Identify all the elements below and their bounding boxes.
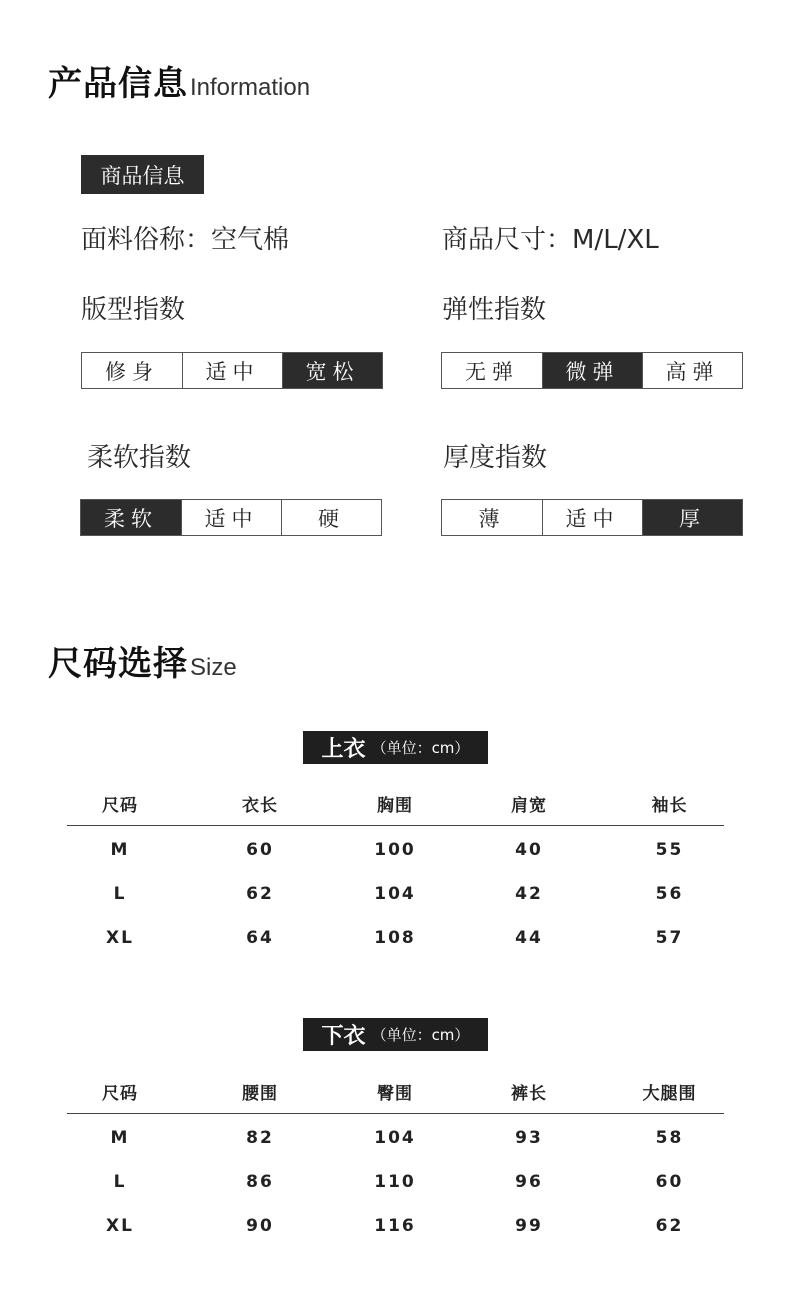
thickness-index-label: 厚度指数 — [443, 443, 548, 473]
table-row — [67, 872, 724, 916]
elasticity-index-label: 弹性指数 — [442, 295, 547, 325]
table-cell: 99 — [515, 1216, 543, 1236]
table-cell: 60 — [655, 1172, 684, 1192]
table-cell: L — [113, 884, 127, 904]
elasticity-option: 高弹 — [642, 353, 742, 388]
elasticity-option: 无弹 — [442, 353, 542, 388]
table-cell: 82 — [246, 1128, 274, 1148]
fit-option: 适中 — [182, 353, 282, 388]
thickness-option: 薄 — [442, 500, 542, 535]
table-cell: 93 — [515, 1128, 543, 1148]
softness-option: 适中 — [181, 500, 281, 535]
softness-option-selected: 柔软 — [81, 500, 181, 535]
softness-index-label: 柔软指数 — [87, 443, 192, 473]
bottom-size-table — [67, 1079, 724, 1248]
elasticity-index-scale — [441, 352, 743, 389]
column-header: 胸围 — [377, 796, 413, 816]
column-header: 腰围 — [242, 1084, 278, 1104]
table-cell: 56 — [655, 884, 684, 904]
table-row — [67, 1160, 724, 1204]
table-cell: 108 — [374, 928, 416, 948]
top-table-name: 上衣 — [321, 737, 366, 762]
table-header-row — [67, 791, 724, 826]
product-info-heading — [48, 56, 310, 105]
size-title: 尺码选择 — [48, 644, 188, 684]
softness-option: 硬 — [281, 500, 381, 535]
size-range-text: 商品尺寸：M/L/XL — [442, 225, 659, 255]
table-cell: M — [110, 1128, 130, 1148]
table-cell: L — [113, 1172, 127, 1192]
table-row — [67, 828, 724, 872]
table-cell: 62 — [246, 884, 274, 904]
fabric-text: 面料俗称：空气棉 — [81, 225, 290, 255]
elasticity-option-selected: 微弹 — [542, 353, 642, 388]
table-cell: 44 — [515, 928, 543, 948]
table-cell: 90 — [246, 1216, 274, 1236]
table-cell: 110 — [374, 1172, 416, 1192]
top-table-title — [303, 731, 488, 764]
bottom-table-title — [303, 1018, 488, 1051]
size-heading — [48, 636, 237, 685]
table-cell: 86 — [246, 1172, 274, 1192]
column-header: 裤长 — [511, 1084, 547, 1104]
table-row — [67, 1116, 724, 1160]
table-cell: 100 — [374, 840, 416, 860]
table-cell: 60 — [246, 840, 274, 860]
column-header: 袖长 — [651, 796, 688, 816]
column-header: 臀围 — [377, 1084, 413, 1104]
table-cell: M — [110, 840, 130, 860]
column-header: 衣长 — [242, 796, 278, 816]
table-cell: 42 — [515, 884, 543, 904]
column-header: 尺码 — [102, 1084, 138, 1104]
column-header: 肩宽 — [511, 796, 547, 816]
info-tag: 商品信息 — [81, 155, 204, 194]
table-cell: 104 — [374, 1128, 416, 1148]
fit-index-scale — [81, 352, 383, 389]
fit-option: 修身 — [82, 353, 182, 388]
table-cell: 116 — [374, 1216, 416, 1236]
table-cell: 96 — [515, 1172, 543, 1192]
table-cell: XL — [106, 1216, 134, 1236]
table-cell: 62 — [655, 1216, 684, 1236]
table-cell: 104 — [374, 884, 416, 904]
thickness-option-selected: 厚 — [642, 500, 742, 535]
table-cell: XL — [106, 928, 134, 948]
table-cell: 40 — [515, 840, 543, 860]
column-header: 尺码 — [102, 796, 138, 816]
top-size-table — [67, 791, 724, 960]
product-info-title: 产品信息 — [48, 64, 188, 104]
table-header-row — [67, 1079, 724, 1114]
top-table-unit: （单位：cm） — [371, 739, 470, 757]
table-cell: 64 — [246, 928, 274, 948]
thickness-index-scale — [441, 499, 743, 536]
product-info-subtitle: Information — [190, 74, 311, 101]
table-row — [67, 916, 724, 960]
table-cell: 55 — [655, 840, 684, 860]
bottom-table-unit: （单位：cm） — [371, 1026, 470, 1044]
fit-index-label: 版型指数 — [81, 295, 186, 325]
table-cell: 57 — [655, 928, 684, 948]
softness-index-scale — [80, 499, 382, 536]
column-header: 大腿围 — [642, 1084, 697, 1104]
size-subtitle: Size — [190, 654, 237, 681]
table-row — [67, 1204, 724, 1248]
fit-option-selected: 宽松 — [282, 353, 382, 388]
bottom-table-name: 下衣 — [321, 1024, 366, 1049]
table-cell: 58 — [655, 1128, 684, 1148]
thickness-option: 适中 — [542, 500, 642, 535]
